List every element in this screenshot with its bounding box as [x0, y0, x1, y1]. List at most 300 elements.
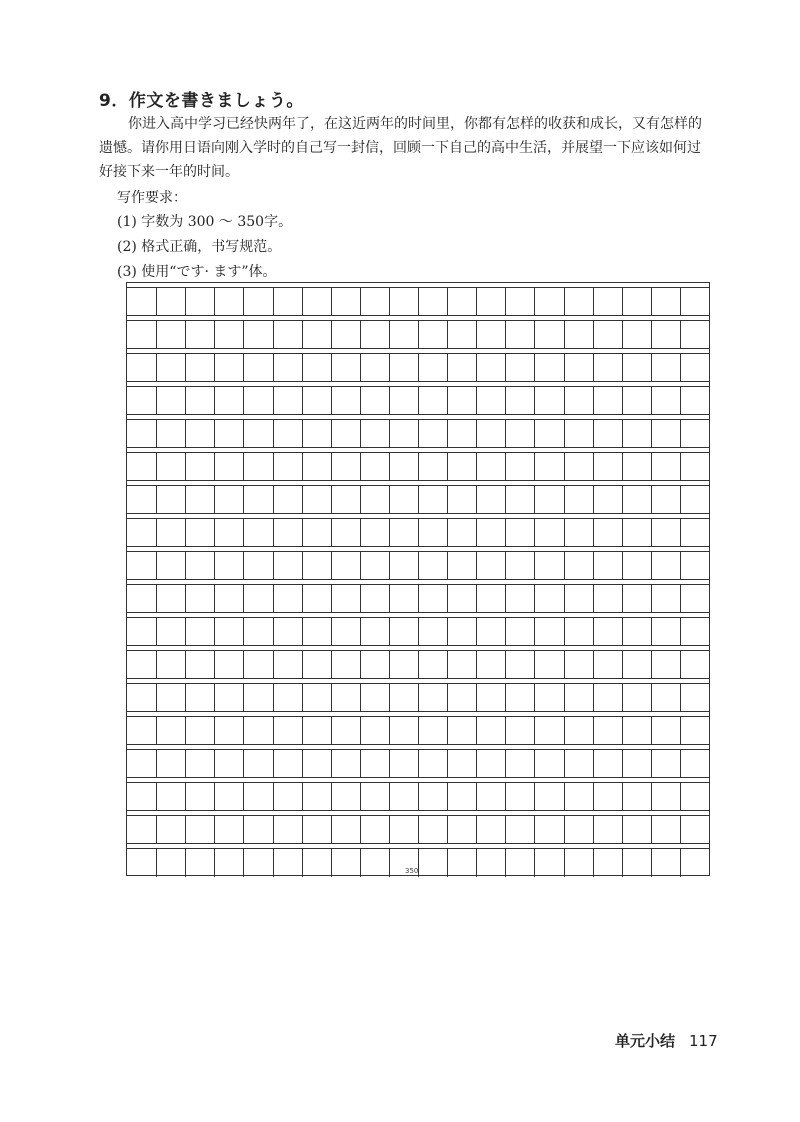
grid-cell[interactable]: [564, 321, 593, 349]
grid-cell[interactable]: [127, 618, 156, 646]
grid-cell[interactable]: [360, 585, 389, 613]
grid-cell[interactable]: [476, 717, 505, 745]
grid-cell[interactable]: [476, 816, 505, 844]
grid-cell[interactable]: [622, 354, 651, 382]
grid-cell[interactable]: [214, 288, 243, 316]
grid-cell[interactable]: [331, 618, 360, 646]
grid-cell[interactable]: [534, 453, 563, 481]
grid-cell[interactable]: [214, 717, 243, 745]
grid-cell[interactable]: [680, 816, 709, 844]
grid-cell[interactable]: [156, 453, 185, 481]
grid-cell[interactable]: [476, 453, 505, 481]
grid-cell[interactable]: [302, 816, 331, 844]
grid-cell[interactable]: [127, 684, 156, 712]
grid-cell[interactable]: [680, 519, 709, 547]
grid-cell[interactable]: [680, 783, 709, 811]
grid-cell[interactable]: [214, 816, 243, 844]
grid-cell[interactable]: [302, 618, 331, 646]
grid-cell[interactable]: [360, 684, 389, 712]
grid-cell[interactable]: [622, 552, 651, 580]
grid-cell[interactable]: [593, 354, 622, 382]
grid-cell[interactable]: [389, 387, 418, 415]
grid-cell[interactable]: [476, 387, 505, 415]
grid-cell[interactable]: [651, 717, 680, 745]
grid-cell[interactable]: [214, 651, 243, 679]
grid-cell[interactable]: [185, 420, 214, 448]
grid-cell[interactable]: [273, 519, 302, 547]
grid-cell[interactable]: [331, 816, 360, 844]
grid-cell[interactable]: [476, 783, 505, 811]
grid-cell[interactable]: [651, 585, 680, 613]
grid-cell[interactable]: [389, 717, 418, 745]
grid-cell[interactable]: [564, 783, 593, 811]
grid-cell[interactable]: [418, 486, 447, 514]
grid-cell[interactable]: [243, 684, 272, 712]
grid-cell[interactable]: [360, 420, 389, 448]
grid-cell[interactable]: [214, 321, 243, 349]
grid-cell[interactable]: [564, 387, 593, 415]
grid-cell[interactable]: [127, 783, 156, 811]
grid-cell[interactable]: [185, 618, 214, 646]
grid-cell[interactable]: [505, 816, 534, 844]
grid-cell[interactable]: [534, 519, 563, 547]
grid-cell[interactable]: [680, 651, 709, 679]
grid-cell[interactable]: [651, 651, 680, 679]
grid-cell[interactable]: [534, 552, 563, 580]
grid-cell[interactable]: [273, 387, 302, 415]
grid-cell[interactable]: [418, 552, 447, 580]
grid-cell[interactable]: [243, 552, 272, 580]
grid-cell[interactable]: [564, 288, 593, 316]
grid-cell[interactable]: [418, 618, 447, 646]
grid-cell[interactable]: [622, 585, 651, 613]
grid-cell[interactable]: [156, 420, 185, 448]
grid-cell[interactable]: [185, 354, 214, 382]
grid-cell[interactable]: [622, 849, 651, 877]
grid-cell[interactable]: [476, 486, 505, 514]
grid-cell[interactable]: [389, 486, 418, 514]
grid-cell[interactable]: [447, 519, 476, 547]
grid-cell[interactable]: [127, 387, 156, 415]
grid-cell[interactable]: [447, 420, 476, 448]
grid-cell[interactable]: [622, 321, 651, 349]
grid-cell[interactable]: [302, 453, 331, 481]
grid-cell[interactable]: [127, 816, 156, 844]
grid-cell[interactable]: [389, 321, 418, 349]
grid-cell[interactable]: [447, 783, 476, 811]
grid-cell[interactable]: [651, 684, 680, 712]
grid-cell[interactable]: [680, 618, 709, 646]
grid-cell[interactable]: [564, 453, 593, 481]
grid-cell[interactable]: [331, 453, 360, 481]
grid-cell[interactable]: [534, 288, 563, 316]
grid-cell[interactable]: [564, 849, 593, 877]
grid-cell[interactable]: [505, 288, 534, 316]
grid-cell[interactable]: [505, 684, 534, 712]
grid-cell[interactable]: [476, 321, 505, 349]
grid-cell[interactable]: [534, 750, 563, 778]
grid-cell[interactable]: [331, 354, 360, 382]
grid-cell[interactable]: [302, 585, 331, 613]
grid-cell[interactable]: [214, 387, 243, 415]
grid-cell[interactable]: [273, 717, 302, 745]
grid-cell[interactable]: [593, 288, 622, 316]
grid-cell[interactable]: [680, 420, 709, 448]
grid-cell[interactable]: [243, 651, 272, 679]
grid-cell[interactable]: [273, 453, 302, 481]
grid-cell[interactable]: [243, 783, 272, 811]
grid-cell[interactable]: [651, 321, 680, 349]
grid-cell[interactable]: [651, 387, 680, 415]
grid-cell[interactable]: [593, 750, 622, 778]
grid-cell[interactable]: [476, 519, 505, 547]
grid-cell[interactable]: [505, 783, 534, 811]
grid-cell[interactable]: [534, 816, 563, 844]
grid-cell[interactable]: [680, 321, 709, 349]
grid-cell[interactable]: [534, 783, 563, 811]
grid-cell[interactable]: [273, 849, 302, 877]
grid-cell[interactable]: [302, 849, 331, 877]
grid-cell[interactable]: [534, 849, 563, 877]
grid-cell[interactable]: [651, 354, 680, 382]
grid-cell[interactable]: [505, 651, 534, 679]
grid-cell[interactable]: [214, 618, 243, 646]
grid-cell[interactable]: [302, 750, 331, 778]
grid-cell[interactable]: [156, 717, 185, 745]
grid-cell[interactable]: [651, 816, 680, 844]
grid-cell[interactable]: [505, 585, 534, 613]
grid-cell[interactable]: [331, 585, 360, 613]
grid-cell[interactable]: [447, 552, 476, 580]
grid-cell[interactable]: [302, 684, 331, 712]
grid-cell[interactable]: [651, 618, 680, 646]
grid-cell[interactable]: [564, 618, 593, 646]
grid-cell[interactable]: [418, 783, 447, 811]
grid-cell[interactable]: [156, 486, 185, 514]
grid-cell[interactable]: [418, 519, 447, 547]
grid-cell[interactable]: [185, 750, 214, 778]
grid-cell[interactable]: [651, 783, 680, 811]
grid-cell[interactable]: [622, 783, 651, 811]
grid-cell[interactable]: [302, 420, 331, 448]
grid-cell[interactable]: [243, 288, 272, 316]
grid-cell[interactable]: [127, 651, 156, 679]
grid-cell[interactable]: [534, 486, 563, 514]
grid-cell[interactable]: [127, 849, 156, 877]
grid-cell[interactable]: [505, 849, 534, 877]
grid-cell[interactable]: [185, 321, 214, 349]
grid-cell[interactable]: [680, 684, 709, 712]
grid-cell[interactable]: [185, 486, 214, 514]
grid-cell[interactable]: [156, 651, 185, 679]
grid-cell[interactable]: [622, 486, 651, 514]
grid-cell[interactable]: [622, 651, 651, 679]
grid-cell[interactable]: [360, 288, 389, 316]
grid-cell[interactable]: [331, 783, 360, 811]
grid-cell[interactable]: [505, 387, 534, 415]
grid-cell[interactable]: [680, 354, 709, 382]
grid-cell[interactable]: [564, 420, 593, 448]
grid-cell[interactable]: [593, 387, 622, 415]
grid-cell[interactable]: [389, 783, 418, 811]
grid-cell[interactable]: [331, 486, 360, 514]
grid-cell[interactable]: [593, 552, 622, 580]
grid-cell[interactable]: [505, 717, 534, 745]
grid-cell[interactable]: [156, 387, 185, 415]
grid-cell[interactable]: [593, 651, 622, 679]
grid-cell[interactable]: [564, 585, 593, 613]
grid-cell[interactable]: [214, 519, 243, 547]
grid-cell[interactable]: [622, 420, 651, 448]
grid-cell[interactable]: [564, 519, 593, 547]
grid-cell[interactable]: [418, 717, 447, 745]
grid-cell[interactable]: [214, 486, 243, 514]
grid-cell[interactable]: [331, 387, 360, 415]
grid-cell[interactable]: [447, 288, 476, 316]
grid-cell[interactable]: [243, 585, 272, 613]
grid-cell[interactable]: [185, 651, 214, 679]
grid-cell[interactable]: [447, 321, 476, 349]
grid-cell[interactable]: [505, 618, 534, 646]
grid-cell[interactable]: [156, 750, 185, 778]
grid-cell[interactable]: [273, 816, 302, 844]
grid-cell[interactable]: [447, 684, 476, 712]
grid-cell[interactable]: [127, 585, 156, 613]
grid-cell[interactable]: [418, 651, 447, 679]
grid-cell[interactable]: [534, 354, 563, 382]
grid-cell[interactable]: [418, 387, 447, 415]
grid-cell[interactable]: [505, 519, 534, 547]
grid-cell[interactable]: [360, 519, 389, 547]
grid-cell[interactable]: [476, 288, 505, 316]
grid-cell[interactable]: [534, 420, 563, 448]
grid-cell[interactable]: [185, 519, 214, 547]
grid-cell[interactable]: [622, 717, 651, 745]
grid-cell[interactable]: [622, 816, 651, 844]
grid-cell[interactable]: [302, 486, 331, 514]
grid-cell[interactable]: [593, 618, 622, 646]
grid-cell[interactable]: [156, 288, 185, 316]
grid-cell[interactable]: [651, 420, 680, 448]
grid-cell[interactable]: [593, 717, 622, 745]
grid-cell[interactable]: [156, 684, 185, 712]
grid-cell[interactable]: [127, 453, 156, 481]
grid-cell[interactable]: [127, 354, 156, 382]
grid-cell[interactable]: [360, 354, 389, 382]
grid-cell[interactable]: [622, 684, 651, 712]
grid-cell[interactable]: [680, 552, 709, 580]
grid-cell[interactable]: [243, 387, 272, 415]
grid-cell[interactable]: [302, 717, 331, 745]
grid-cell[interactable]: [593, 486, 622, 514]
grid-cell[interactable]: [447, 750, 476, 778]
grid-cell[interactable]: [185, 849, 214, 877]
grid-cell[interactable]: [593, 321, 622, 349]
grid-cell[interactable]: [651, 519, 680, 547]
grid-cell[interactable]: [127, 717, 156, 745]
grid-cell[interactable]: [214, 783, 243, 811]
grid-cell[interactable]: [505, 420, 534, 448]
grid-cell[interactable]: [331, 420, 360, 448]
grid-cell[interactable]: [447, 618, 476, 646]
grid-cell[interactable]: [680, 486, 709, 514]
grid-cell[interactable]: [156, 321, 185, 349]
grid-cell[interactable]: [680, 750, 709, 778]
grid-cell[interactable]: [447, 453, 476, 481]
grid-cell[interactable]: [214, 453, 243, 481]
grid-cell[interactable]: [564, 717, 593, 745]
grid-cell[interactable]: [156, 519, 185, 547]
grid-cell[interactable]: [156, 354, 185, 382]
grid-cell[interactable]: [156, 618, 185, 646]
grid-cell[interactable]: [680, 717, 709, 745]
grid-cell[interactable]: [534, 618, 563, 646]
grid-cell[interactable]: [185, 585, 214, 613]
grid-cell[interactable]: [534, 585, 563, 613]
grid-cell[interactable]: [418, 420, 447, 448]
grid-cell[interactable]: [447, 387, 476, 415]
grid-cell[interactable]: [302, 321, 331, 349]
grid-cell[interactable]: [214, 849, 243, 877]
grid-cell[interactable]: [273, 486, 302, 514]
grid-cell[interactable]: [243, 750, 272, 778]
grid-cell[interactable]: [389, 354, 418, 382]
grid-cell[interactable]: [331, 552, 360, 580]
grid-cell[interactable]: [593, 816, 622, 844]
grid-cell[interactable]: [564, 750, 593, 778]
grid-cell[interactable]: [389, 585, 418, 613]
grid-cell[interactable]: [360, 717, 389, 745]
grid-cell[interactable]: [622, 519, 651, 547]
grid-cell[interactable]: [331, 519, 360, 547]
grid-cell[interactable]: [680, 453, 709, 481]
grid-cell[interactable]: [331, 321, 360, 349]
grid-cell[interactable]: [360, 453, 389, 481]
grid-cell[interactable]: [389, 816, 418, 844]
grid-cell[interactable]: [564, 651, 593, 679]
grid-cell[interactable]: [389, 453, 418, 481]
grid-cell[interactable]: [185, 684, 214, 712]
grid-cell[interactable]: [185, 552, 214, 580]
grid-cell[interactable]: [156, 552, 185, 580]
grid-cell[interactable]: [156, 816, 185, 844]
grid-cell[interactable]: [447, 354, 476, 382]
grid-cell[interactable]: [389, 750, 418, 778]
grid-cell[interactable]: [243, 420, 272, 448]
grid-cell[interactable]: [185, 288, 214, 316]
grid-cell[interactable]: [273, 684, 302, 712]
grid-cell[interactable]: [360, 651, 389, 679]
grid-cell[interactable]: [273, 750, 302, 778]
grid-cell[interactable]: [243, 321, 272, 349]
grid-cell[interactable]: [622, 387, 651, 415]
grid-cell[interactable]: [127, 420, 156, 448]
grid-cell[interactable]: [534, 321, 563, 349]
grid-cell[interactable]: [302, 651, 331, 679]
grid-cell[interactable]: [243, 354, 272, 382]
grid-cell[interactable]: [302, 387, 331, 415]
grid-cell[interactable]: [243, 849, 272, 877]
grid-cell[interactable]: [418, 585, 447, 613]
grid-cell[interactable]: [476, 750, 505, 778]
grid-cell[interactable]: [331, 684, 360, 712]
grid-cell[interactable]: [243, 816, 272, 844]
grid-cell[interactable]: [651, 552, 680, 580]
grid-cell[interactable]: [622, 288, 651, 316]
grid-cell[interactable]: [243, 717, 272, 745]
grid-cell[interactable]: [360, 552, 389, 580]
grid-cell[interactable]: [418, 849, 447, 877]
grid-cell[interactable]: [651, 750, 680, 778]
grid-cell[interactable]: [447, 651, 476, 679]
grid-cell[interactable]: [651, 453, 680, 481]
grid-cell[interactable]: [243, 486, 272, 514]
grid-cell[interactable]: [476, 849, 505, 877]
grid-cell[interactable]: [360, 387, 389, 415]
grid-cell[interactable]: [564, 354, 593, 382]
grid-cell[interactable]: [127, 321, 156, 349]
grid-cell[interactable]: [331, 750, 360, 778]
grid-cell[interactable]: [302, 288, 331, 316]
grid-cell[interactable]: [273, 585, 302, 613]
grid-cell[interactable]: [273, 288, 302, 316]
grid-cell[interactable]: [214, 552, 243, 580]
grid-cell[interactable]: [127, 519, 156, 547]
grid-cell[interactable]: [476, 552, 505, 580]
grid-cell[interactable]: [156, 783, 185, 811]
grid-cell[interactable]: [302, 552, 331, 580]
grid-cell[interactable]: [302, 783, 331, 811]
grid-cell[interactable]: [593, 453, 622, 481]
grid-cell[interactable]: [302, 519, 331, 547]
grid-cell[interactable]: [389, 420, 418, 448]
grid-cell[interactable]: [273, 618, 302, 646]
grid-cell[interactable]: [505, 552, 534, 580]
grid-cell[interactable]: [593, 849, 622, 877]
grid-cell[interactable]: [273, 354, 302, 382]
grid-cell[interactable]: [273, 552, 302, 580]
grid-cell[interactable]: [505, 453, 534, 481]
grid-cell[interactable]: [680, 849, 709, 877]
grid-cell[interactable]: [564, 486, 593, 514]
grid-cell[interactable]: [389, 684, 418, 712]
grid-cell[interactable]: [680, 288, 709, 316]
grid-cell[interactable]: [214, 585, 243, 613]
grid-cell[interactable]: [214, 354, 243, 382]
grid-cell[interactable]: [360, 321, 389, 349]
grid-cell[interactable]: [331, 717, 360, 745]
grid-cell[interactable]: [185, 387, 214, 415]
grid-cell[interactable]: [185, 717, 214, 745]
grid-cell[interactable]: [564, 552, 593, 580]
grid-cell[interactable]: [505, 354, 534, 382]
grid-cell[interactable]: [127, 486, 156, 514]
grid-cell[interactable]: [273, 321, 302, 349]
grid-cell[interactable]: [534, 387, 563, 415]
grid-cell[interactable]: [651, 849, 680, 877]
grid-cell[interactable]: [593, 585, 622, 613]
grid-cell[interactable]: [243, 453, 272, 481]
grid-cell[interactable]: [360, 750, 389, 778]
grid-cell[interactable]: [564, 684, 593, 712]
grid-cell[interactable]: [651, 288, 680, 316]
grid-cell[interactable]: [447, 585, 476, 613]
grid-cell[interactable]: [447, 717, 476, 745]
grid-cell[interactable]: [680, 387, 709, 415]
grid-cell[interactable]: [331, 651, 360, 679]
grid-cell[interactable]: [564, 816, 593, 844]
grid-cell[interactable]: [534, 717, 563, 745]
